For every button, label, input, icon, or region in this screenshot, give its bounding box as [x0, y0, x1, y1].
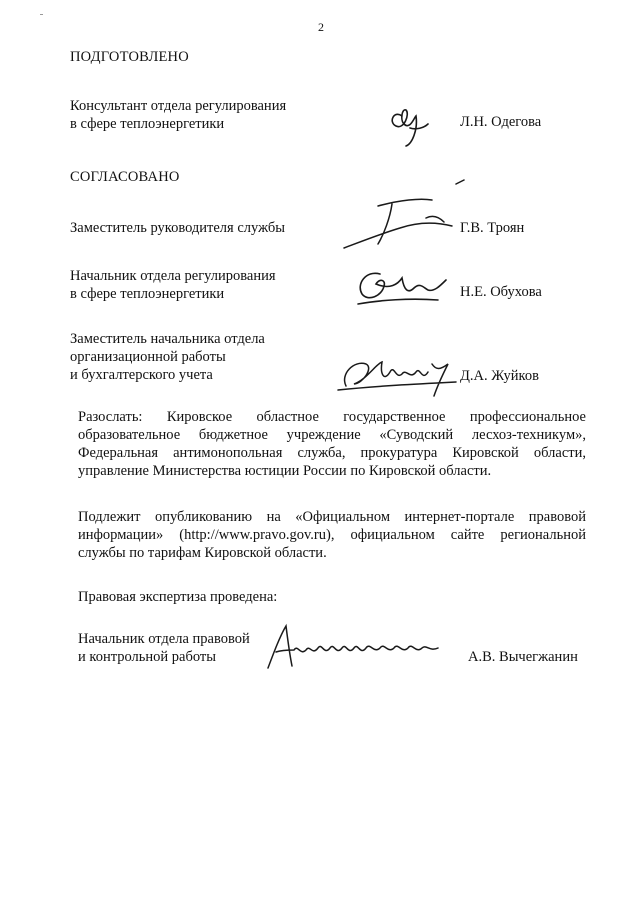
signer-name: Г.В. Троян — [460, 220, 525, 236]
position-line: организационной работы — [70, 349, 226, 365]
position-line: и бухгалтерского учета — [70, 367, 213, 383]
signature-obukhova — [350, 260, 450, 310]
page-number: 2 — [318, 20, 324, 34]
signer-position — [70, 330, 265, 384]
position-line: Начальник отдела регулирования — [70, 268, 276, 284]
position-line: Начальник отдела правовой — [78, 631, 250, 647]
paragraph-line: службы по тарифам Кировской области. — [78, 545, 327, 561]
position-line: в сфере теплоэнергетики — [70, 116, 225, 132]
paragraph-line: управление Министерства юстиции России по Кировской области. — [78, 463, 492, 479]
signature-zhuykov — [336, 350, 466, 400]
paragraph-line: Федеральная антимонопольная служба, прокуратура Кировской области, — [78, 445, 586, 461]
distribution-paragraph — [78, 408, 586, 480]
legal-review-position — [78, 630, 250, 666]
position-line: Консультант отдела регулирования — [70, 98, 287, 114]
paragraph-line: Подлежит опубликованию на «Официальном интернет-портале правовой — [78, 509, 586, 525]
prepared-heading: ПОДГОТОВЛЕНО — [70, 49, 189, 65]
legal-review-note: Правовая экспертиза проведена: — [78, 589, 278, 605]
position-line: и контрольной работы — [78, 649, 216, 665]
publication-paragraph — [78, 508, 586, 562]
signer-name: Н.Е. Обухова — [460, 284, 542, 300]
signature-troyan — [340, 178, 470, 258]
paragraph-line: Разослать: Кировское областное государственное профессиональное — [78, 409, 586, 425]
signature-vychegzhanin — [262, 622, 442, 672]
legal-review-name: А.В. Вычегжанин — [468, 649, 578, 665]
signer-position — [70, 219, 285, 237]
signer-position — [70, 267, 276, 303]
position-line: в сфере теплоэнергетики — [70, 286, 225, 302]
signature-odegova — [380, 100, 450, 150]
prepared-name: Л.Н. Одегова — [460, 114, 542, 130]
signer-name: Д.А. Жуйков — [460, 368, 539, 384]
position-line: Заместитель начальника отдела — [70, 331, 265, 347]
paragraph-line: образовательное бюджетное учреждение «Суводский лесхоз-техникум», — [78, 427, 586, 443]
agreed-heading: СОГЛАСОВАНО — [70, 169, 180, 185]
prepared-position — [70, 97, 286, 133]
scan-mark — [40, 14, 43, 15]
position-line: Заместитель руководителя службы — [70, 220, 286, 236]
paragraph-line: информации» (http://www.pravo.gov.ru), официальном сайте региональной — [78, 527, 586, 543]
